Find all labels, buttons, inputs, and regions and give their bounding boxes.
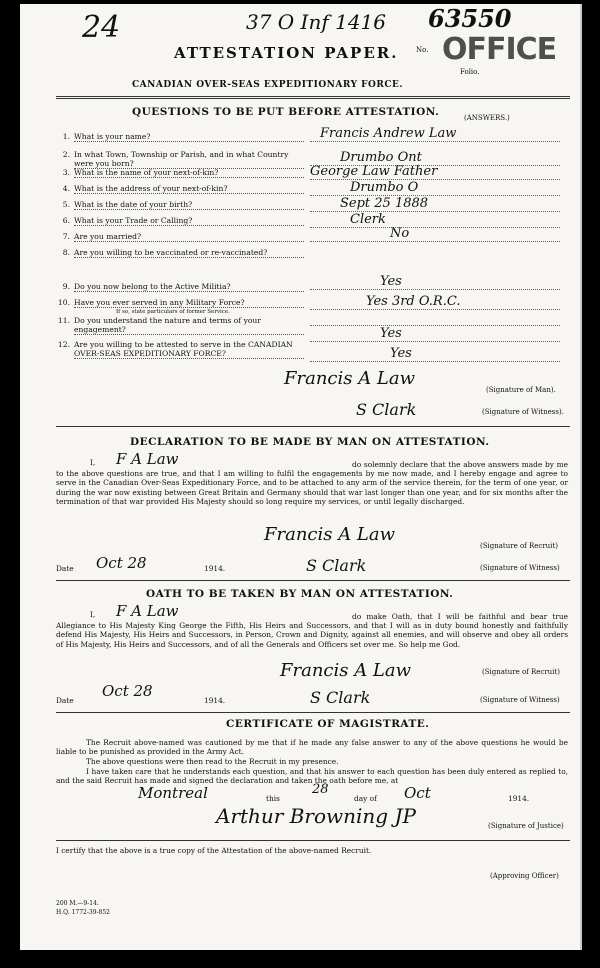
- question-answer: Yes: [380, 326, 402, 341]
- question-number: 9.: [62, 282, 70, 291]
- declaration-signature-recruit: Francis A Law: [264, 524, 396, 545]
- form-number: 24: [82, 10, 121, 45]
- oath-signature-witness: S Clark: [310, 688, 371, 707]
- question-answer: George Law Father: [310, 164, 438, 179]
- attestation-paper: [20, 4, 582, 950]
- question-note: If so, state particulars of former Service.: [116, 309, 230, 315]
- question-text: What is your name?: [74, 132, 304, 142]
- section-divider-1: [56, 426, 570, 427]
- answer-line: [310, 211, 560, 212]
- header-divider: [56, 96, 570, 99]
- section-divider-2: [56, 580, 570, 581]
- question-number: 12.: [57, 340, 70, 349]
- certificate-place: Montreal: [138, 784, 208, 802]
- signature-man: Francis A Law: [284, 368, 416, 389]
- folio-label: Folio.: [460, 68, 480, 76]
- approving-officer-label: (Approving Officer): [490, 872, 559, 880]
- question-answer: Yes: [390, 346, 412, 361]
- signature-witness-label-1: (Signature of Witness).: [482, 408, 564, 416]
- certificate-day: 28: [312, 782, 329, 797]
- section-divider-4: [56, 840, 570, 841]
- declaration-heading: DECLARATION TO BE MADE BY MAN ON ATTESTATION.: [130, 436, 490, 448]
- question-text: Are you married?: [74, 232, 304, 242]
- regiment-annotation: 37 O Inf 1416: [246, 10, 386, 34]
- footer-print-code: 200 M.—9-14.: [56, 900, 99, 907]
- question-answer: Yes: [380, 274, 402, 289]
- question-answer: Drumbo O: [350, 180, 419, 195]
- question-text: Are you willing to be attested to serve in the CANADIAN OVER-SEAS EXPEDITIONARY FORCE?: [74, 340, 304, 359]
- question-number: 3.: [62, 168, 70, 177]
- question-answer: Francis Andrew Law: [320, 126, 457, 141]
- answer-line: [310, 309, 560, 310]
- form-subtitle: CANADIAN OVER-SEAS EXPEDITIONARY FORCE.: [132, 80, 403, 90]
- question-number: 4.: [62, 184, 70, 193]
- question-number: 11.: [57, 316, 70, 325]
- oath-signature-recruit: Francis A Law: [280, 660, 412, 681]
- answer-line: [310, 141, 560, 142]
- declaration-signature-recruit-label: (Signature of Recruit): [480, 542, 558, 550]
- office-stamp: OFFICE: [442, 32, 557, 67]
- declaration-date: Oct 28: [96, 554, 147, 572]
- question-text: In what Town, Township or Parish, and in what Country were you born?: [74, 150, 304, 169]
- answer-line: [310, 179, 560, 180]
- section-divider-3: [56, 712, 570, 713]
- declaration-signature-witness: S Clark: [306, 556, 367, 575]
- question-text: What is the name of your next-of-kin?: [74, 168, 304, 178]
- oath-name: F A Law: [116, 602, 179, 620]
- oath-year: 1914.: [204, 696, 226, 705]
- question-text: What is the address of your next-of-kin?: [74, 184, 304, 194]
- question-answer: Drumbo Ont: [340, 150, 422, 165]
- oath-signature-witness-label: (Signature of Witness): [480, 696, 560, 704]
- certificate-year: 1914.: [508, 794, 530, 803]
- certificate-heading: CERTIFICATE OF MAGISTRATE.: [226, 718, 430, 730]
- answer-line: [310, 289, 560, 290]
- question-number: 2.: [62, 150, 70, 159]
- question-text: Have you ever served in any Military Force?: [74, 298, 304, 308]
- certificate-text-2: The above questions were then read to the Recruit in my presence.: [86, 757, 339, 766]
- oath-date-label: Date: [56, 696, 74, 705]
- signature-man-label: (Signature of Man).: [486, 386, 556, 394]
- signature-justice: Arthur Browning JP: [216, 804, 416, 828]
- question-number: 6.: [62, 216, 70, 225]
- question-number: 1.: [62, 132, 70, 141]
- declaration-signature-witness-label: (Signature of Witness): [480, 564, 560, 572]
- answer-line: [310, 341, 560, 342]
- oath-signature-recruit-label: (Signature of Recruit): [482, 668, 560, 676]
- question-answer: No: [390, 226, 410, 241]
- regimental-number: 63550: [428, 4, 512, 33]
- declaration-name: F A Law: [116, 450, 179, 468]
- answer-line: [310, 241, 560, 242]
- declaration-date-label: Date: [56, 564, 74, 573]
- question-number: 8.: [62, 248, 70, 257]
- question-answer: Clerk: [350, 212, 386, 227]
- question-answer: Yes 3rd O.R.C.: [366, 294, 461, 309]
- certificate-this-label: this: [266, 794, 280, 803]
- certificate-day-of-label: day of: [354, 794, 377, 803]
- certificate-text-1: The Recruit above-named was cautioned by me that if he made any false answer to any of the above questions he would be liable to be punished as provided in the Army Act.: [56, 738, 568, 757]
- questions-heading: QUESTIONS TO BE PUT BEFORE ATTESTATION.: [132, 106, 440, 118]
- signature-witness-1: S Clark: [356, 400, 417, 419]
- oath-text: do make Oath, that I will be faithful and bear true Allegiance to His Majesty King George the Fifth, His Heirs and Successors, and that I will as in duty bound honestly and faithfully defend His Majesty, His Heirs and Successors, in Person, Crown and Dignity, against all enemies, and will observe and obey all orders of His Majesty, His Heirs and Successors, and of all the Generals and Officers set over me. So help me God.: [56, 612, 568, 649]
- signature-justice-label: (Signature of Justice): [488, 822, 564, 830]
- question-number: 10.: [57, 298, 70, 307]
- number-label: No.: [416, 46, 429, 54]
- oath-date: Oct 28: [102, 682, 153, 700]
- oath-lead: I,: [90, 610, 96, 619]
- question-text: Are you willing to be vaccinated or re-vaccinated?: [74, 248, 304, 258]
- question-text: Do you now belong to the Active Militia?: [74, 282, 304, 292]
- oath-heading: OATH TO BE TAKEN BY MAN ON ATTESTATION.: [146, 588, 454, 600]
- question-answer: Sept 25 1888: [340, 196, 429, 211]
- question-text: What is the date of your birth?: [74, 200, 304, 210]
- answer-line: [310, 227, 560, 228]
- certificate-text-3: I have taken care that he understands each question, and that his answer to each question has been duly entered as replied to, and the said Recruit has made and signed the declaration and taken the oath before me, at: [56, 767, 568, 786]
- footer-hq-code: H.Q. 1772-39-852: [56, 909, 110, 916]
- declaration-lead: I,: [90, 458, 96, 467]
- answers-label: (ANSWERS.): [464, 114, 510, 122]
- answer-line: [310, 325, 560, 326]
- certificate-month: Oct: [404, 784, 431, 802]
- declaration-text: do solemnly declare that the above answers made by me to the above questions are true, and that I am willing to fulfil the engagements by me now made, and I hereby engage and agree to serve in the Canadian Over-Seas Expeditionary Force, and to be attached to any arm of the service therein, for the term of one year, or during the war now existing between Great Britain and Germany should that war last longer than one year, and for six months after the termination of that war provided His Majesty should so long require my services, or until legally discharged.: [56, 460, 568, 506]
- copy-certificate-text: I certify that the above is a true copy of the Attestation of the above-named Recruit.: [56, 846, 372, 855]
- form-title: ATTESTATION PAPER.: [174, 44, 399, 62]
- answer-line: [310, 361, 560, 362]
- declaration-year: 1914.: [204, 564, 226, 573]
- question-number: 5.: [62, 200, 70, 209]
- question-number: 7.: [62, 232, 70, 241]
- question-text: What is your Trade or Calling?: [74, 216, 304, 226]
- question-text: Do you understand the nature and terms of your engagement?: [74, 316, 304, 335]
